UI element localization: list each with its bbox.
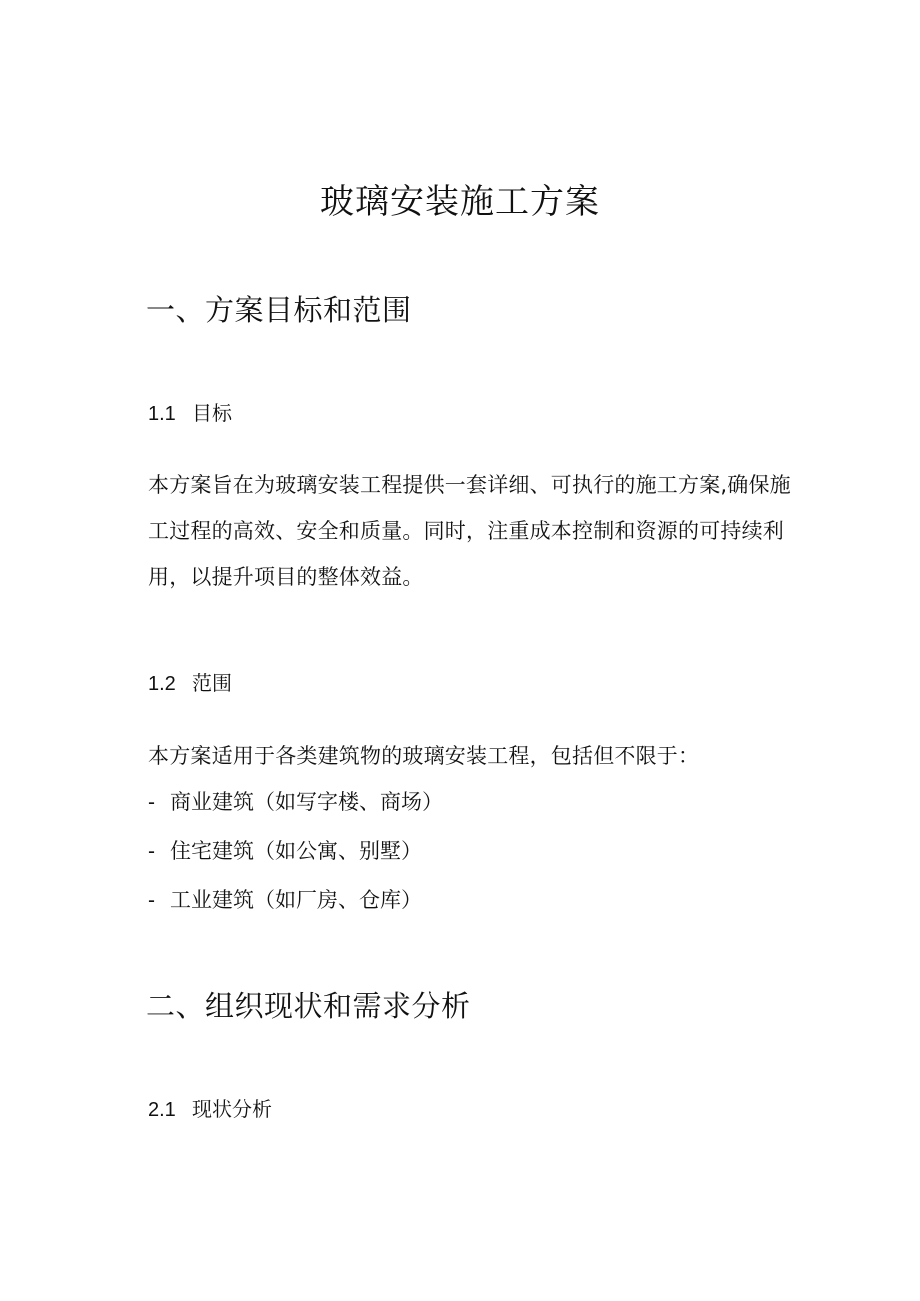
list-item (148, 876, 443, 925)
subsection-number: 1.2 (148, 673, 176, 695)
list-bullet: - (148, 889, 155, 912)
document-title: 玻璃安装施工方案 (320, 182, 600, 222)
list-item-text: 工业建筑（如厂房、仓库） (170, 888, 422, 912)
list-bullet: - (148, 840, 155, 863)
list-bullet: - (148, 791, 155, 814)
list-item-text: 住宅建筑（如公寓、别墅） (170, 839, 422, 863)
subsection-heading-2-1 (148, 1094, 272, 1125)
subsection-title: 目标 (192, 401, 232, 425)
scope-list (148, 778, 443, 925)
subsection-heading-1-1 (148, 398, 232, 429)
section-heading-2: 二、组织现状和需求分析 (146, 989, 471, 1023)
subsection-title: 范围 (192, 671, 232, 695)
subsection-number: 2.1 (148, 1099, 176, 1121)
paragraph-scope: 本方案适用于各类建筑物的玻璃安装工程，包括但不限于： (148, 744, 700, 768)
list-item-text: 商业建筑（如写字楼、商场） (170, 790, 443, 814)
section-heading-1: 一、方案目标和范围 (146, 293, 412, 327)
paragraph-goal: 本方案旨在为玻璃安装工程提供一套详细、可执行的施工方案,确保施工过程的高效、安全和质量。同时，注重成本控制和资源的可持续利用，以提升项目的整体效益。 (148, 473, 791, 589)
subsection-heading-1-2 (148, 668, 232, 699)
subsection-number: 1.1 (148, 403, 176, 425)
subsection-title: 现状分析 (192, 1097, 272, 1121)
list-item (148, 827, 443, 876)
list-item (148, 778, 443, 827)
